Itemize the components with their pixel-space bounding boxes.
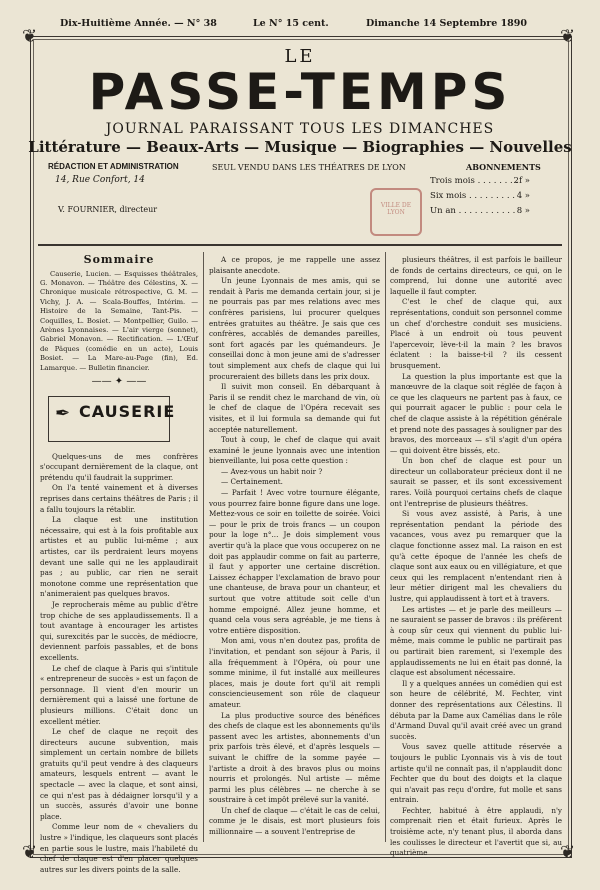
paragraph: Il suivit mon conseil. En débarquant à Paris il se rendit chez le marchand de vin, où le chef de claque de l'Opéra recevait ses visites, et il lui formula sa demande qui fut acceptée naturellement. xyxy=(209,382,380,434)
library-stamp: VILLE DE LYON xyxy=(370,188,422,236)
paragraph: Un jeune Lyonnais de mes amis, qui se rendait à Paris me demanda certain jour, si je ne pourrais pas par mes relations avec mes confrères parisiens, lui procurer quelques entrées gratuites au théâtre. Je sais que ces confrères, accablés de demandes pareilles, sont fort agacés par les quémandeurs. Je conseillai donc à mon jeune ami de s'adresser tout simplement aux chefs de claque qui lui procureraient des billets dans les prix doux. xyxy=(209,276,380,381)
paragraph: Un bon chef de claque est pour un directeur un collaborateur précieux dont il ne saurait se passer, et ils sont excessivement rares. Voilà pourquoi certains chefs de claque ont l'entreprise de plusieurs théâtres. xyxy=(390,456,562,508)
header-line xyxy=(60,18,538,32)
causerie-title: CAUSERIE xyxy=(79,401,176,421)
paragraph: Un chef de claque — c'était le cas de celui, comme je le disais, est mort plusieurs fois millionnaire — a souvent l'entreprise de xyxy=(209,805,380,837)
column-rule xyxy=(203,252,204,842)
masthead-sections: Littérature — Beaux-Arts — Musique — Biographies — Nouvelles xyxy=(28,138,572,156)
paragraph: Le chef de claque ne reçoit des directeurs aucune subvention, mais simplement un certain nombre de billets gratuits qu'il peut vendre à des claqueurs amateurs, lesquels entrent — avant le spectacle — avec la claque, et sont ainsi, ce qui n'est pas à dédaigner lorsqu'il y a un succès, assurés d'avoir une bonne place. xyxy=(40,727,198,821)
paragraph: Il y a quelques années un comédien qui est son heure de célébrité, M. Fechter, vint donner des représentations aux Célestins. Il débuta par la Dame aux Camélias dans le rôle d'Armand Duval qu'il avait créé avec un grand succès. xyxy=(390,678,562,741)
subscription-row: Six mois . . . . . . . . . 4 » xyxy=(430,191,530,201)
corner-ornament-icon: ❦ xyxy=(560,26,576,47)
issue-number: Dix-Huitième Année. — N° 38 xyxy=(60,18,217,29)
paragraph: La question la plus importante est que la manœuvre de la claque soit réglée de façon à ce que les claqueurs ne partent pas à faux, ce qui pourrait agacer le public : pour cela le chef de claque assiste à la répétition générale et prend note des passages à souligner par des bravos, des morceaux — s'il s'agit d'un opéra — qui doivent être bissés, etc. xyxy=(390,371,562,455)
issue-price: Le N° 15 cent. xyxy=(253,18,329,29)
sommaire-title: Sommaire xyxy=(83,253,155,266)
masthead-rule xyxy=(38,244,562,246)
sales-notice: SEUL VENDU DANS LES THÉATRES DE LYON xyxy=(212,163,406,172)
column-rule xyxy=(385,252,386,842)
issue-date: Dimanche 14 Septembre 1890 xyxy=(366,18,528,29)
column-3 xyxy=(390,255,562,858)
paragraph: La claque est une institution nécessaire, qui est à la fois profitable aux artistes et au public lui-même ; aux artistes, car ils perdraient leurs moyens devant une salle qui ne les applaudirait pas ; au public, car rien ne serait monotone comme une représentation que n'animeraient pas quelques bravos. xyxy=(40,515,198,599)
masthead-article: LE xyxy=(284,46,316,67)
paragraph: On l'a tenté vainement et à diverses reprises dans certains théâtres de Paris ; il a fallu toujours la rétablir. xyxy=(40,483,198,514)
masthead-title: PASSE-TEMPS xyxy=(88,63,512,121)
sommaire-text: Causerie, Lucien. — Esquisses théâtrales, G. Monavon. — Théâtre des Célestins, X. — Chronique musicale rétrospective, G. M. — Vichy, J. A. — Scala-Bouffes, Intérim. — Histoire de la Semaine, Tant-Pis. — Coquilles, L. Bosiet. — Montpellier, Guilo. — Arènes Lyonnaises. — L'air vierge (sonnet), Gabriel Monavon. — Rectification. — L'Œuf de Pâques (comédie en un acte), Louis Bosiet. — La Mare-au-Page (fin), Ed. Lamarque. — Bulletin financier. xyxy=(40,269,198,372)
corner-ornament-icon: ❦ xyxy=(22,842,38,863)
subscription-row: Un an . . . . . . . . . . . 8 » xyxy=(430,206,530,216)
paragraph: C'est le chef de claque qui, aux représentations, conduit son personnel comme un chef d'orchestre conduit ses musiciens. Placé à un endroit où tous peuvent l'apercevoir, lève-t-il la main ? les bravos éclatent : la baisse-t-il ? ils cessent brusquement. xyxy=(390,297,562,370)
quill-icon: ✒ xyxy=(55,402,71,424)
column-2 xyxy=(209,255,380,845)
subscriptions-title: ABONNEMENTS xyxy=(466,162,541,172)
paragraph: Vous savez quelle attitude réservée a toujours le public Lyonnais vis à vis de tout artiste qu'il ne connaît pas, il n'applaudit donc Fechter que du bout des doigts et la claque qui n'avait pas reçu d'ordre, fut molle et sans entrain. xyxy=(390,742,562,805)
paragraph: Fechter, habitué à être applaudi, n'y comprenait rien et était furieux. Après le troisième acte, n'y tenant plus, il aborda dans les coulisses le directeur et l'avertit que si, au quatrième xyxy=(390,805,562,858)
paragraph: Je reprocherais même au public d'être trop chiche de ses applaudissements. Il a tout avantage à encourager les artistes qui, surexcités par le succès, de médiocre, deviennent parfois passables, et de bons excellents. xyxy=(40,599,198,662)
paragraph: Le chef de claque à Paris qui s'intitule « entrepreneur de succès » est un façon de personnage. Il vient d'en mourir un dernièrement qui a laissé une fortune de plusieurs millions. C'était donc un excellent métier. xyxy=(40,663,198,726)
director-name: V. FOURNIER, directeur xyxy=(58,205,158,214)
column-1 xyxy=(40,253,198,874)
divider-ornament-icon: —— ✦ —— xyxy=(91,376,147,388)
paragraph: Tout à coup, le chef de claque qui avait examiné le jeune lyonnais avec une intention bienveillante, lui posa cette question : xyxy=(209,435,380,466)
causerie-banner xyxy=(48,396,176,442)
paragraph: — Certainement. xyxy=(221,477,283,487)
paragraph: Comme leur nom de « chevaliers du lustre » l'indique, les claqueurs sont placés en partie sous le lustre, mais l'habileté du chef de claque est d'en placer quelques autres sur les divers points de la salle. xyxy=(40,822,198,874)
paragraph: La plus productive source des bénéfices des chefs de claque est les abonnements qu'ils passent avec les artistes, abonnements d'un prix parfois très élevé, et d'après lesquels — suivant le chiffre de la somme payée — l'artiste a droit à des bravos plus ou moins nourris et prolongés. Nul artiste — même parmi les plus célèbres — ne cherche à se soustraire à cet impôt prélevé sur la vanité. xyxy=(209,710,380,805)
paragraph: Si vous avez assisté, à Paris, à une représentation pendant la période des vacances, vous avez pu remarquer que la claque fonctionne assez mal. La raison en est qu'à cette époque de l'année les chefs de claque sont aux eaux ou en villégiature, et que ceux qui les remplacent n'entendant rien à leur métier dirigent mal les chevaliers du lustre, qui applaudissent à tort et à travers. xyxy=(390,509,562,603)
paragraph: plusieurs théâtres, il est parfois le bailleur de fonds de certains directeurs, ce qui, on le comprend, lui donne une autorité avec laquelle il faut compter. xyxy=(390,255,562,296)
redaction-label: RÉDACTION ET ADMINISTRATION xyxy=(48,162,179,171)
paragraph: Les artistes — et je parle des meilleurs — ne sauraient se passer de bravos : ils préfèrent à coup sûr ceux qui viennent du public lui-même, mais comme le public ne partirait pas ou partirait bien rarement, si l'exemple des applaudissements ne lui en était pas donné, la claque est absolument nécessaire. xyxy=(390,604,562,678)
corner-ornament-icon: ❦ xyxy=(22,26,38,47)
paragraph: A ce propos, je me rappelle une assez plaisante anecdote. xyxy=(209,255,380,275)
paragraph: Quelques-uns de mes confrères s'occupant dernièrement de la claque, ont prétendu qu'il faudrait la supprimer. xyxy=(40,451,198,482)
redaction-address: 14, Rue Confort, 14 xyxy=(55,175,145,185)
masthead-subtitle: JOURNAL PARAISSANT TOUS LES DIMANCHES xyxy=(105,121,495,137)
paragraph: — Parfait ! Avec votre tournure élégante, vous pourrez faire bonne figure dans une loge. Mettez-vous ce soir en toilette de soirée. Voici — pour le prix de trois francs — un coupon pour la loge n°... Je dois simplement vous avertir qu'à la place que vous occuperez on ne doit pas applaudir comme on fait au parterre, il faut y apporter une certaine discrétion. Laissez échapper l'exclamation de bravo pour une chanteuse, de brava pour un chanteur, et surtout que votre attitude soit celle d'un homme empoigné. Allez jeune homme, et quand cela vous sera agréable, je me tiens à votre entière disposition. xyxy=(209,488,380,635)
subscription-row: Trois mois . . . . . . . . 2f » xyxy=(430,176,530,186)
corner-ornament-icon: ❦ xyxy=(560,842,576,863)
paragraph: Mon ami, vous n'en doutez pas, profita de l'invitation, et pendant son séjour à Paris, il alla fréquemment à l'Opéra, où pour une somme minime, il fut installé aux meilleures places, mais je doute fort qu'il ait rempli consciencieusement son rôle de claqueur amateur. xyxy=(209,636,380,709)
paragraph: — Avez-vous un habit noir ? xyxy=(221,466,323,476)
